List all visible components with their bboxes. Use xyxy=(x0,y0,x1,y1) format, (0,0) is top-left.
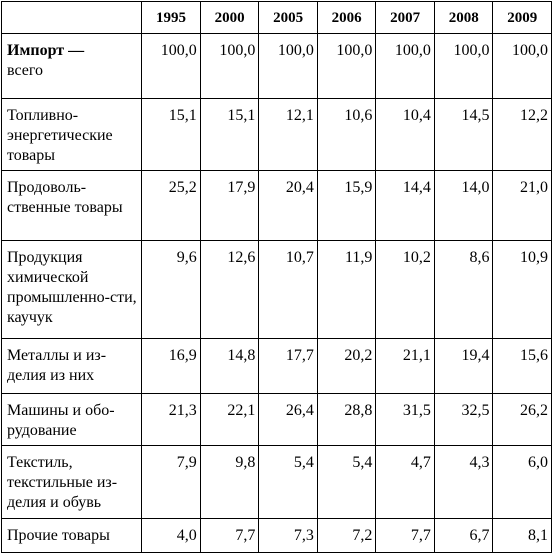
table-cell: 10,2 xyxy=(376,241,435,339)
row-label-bold: Импорт — xyxy=(7,42,85,59)
table-cell: 15,1 xyxy=(200,99,259,171)
table-cell: 100,0 xyxy=(493,34,552,99)
year-header: 1995 xyxy=(142,2,201,34)
table-cell: 14,0 xyxy=(434,171,493,241)
table-cell: 4,3 xyxy=(434,446,493,519)
table-cell: 17,9 xyxy=(200,171,259,241)
table-cell: 11,9 xyxy=(317,241,376,339)
row-label: Машины и обо-рудование xyxy=(2,394,142,446)
table-cell: 12,1 xyxy=(259,99,318,171)
table-cell: 10,4 xyxy=(376,99,435,171)
table-cell: 7,3 xyxy=(259,519,318,553)
table-cell: 20,2 xyxy=(317,339,376,394)
table-cell: 100,0 xyxy=(200,34,259,99)
row-label: Продукция химической промышленно-сти, каучук xyxy=(2,241,142,339)
year-header: 2007 xyxy=(376,2,435,34)
table-cell: 5,4 xyxy=(259,446,318,519)
table-cell: 4,0 xyxy=(142,519,201,553)
table-cell: 12,6 xyxy=(200,241,259,339)
table-cell: 20,4 xyxy=(259,171,318,241)
table-cell: 12,2 xyxy=(493,99,552,171)
table-cell: 14,4 xyxy=(376,171,435,241)
table-cell: 8,6 xyxy=(434,241,493,339)
table-cell: 17,7 xyxy=(259,339,318,394)
table-cell: 100,0 xyxy=(259,34,318,99)
row-label: Прочие товары xyxy=(2,519,142,553)
year-header: 2005 xyxy=(259,2,318,34)
table-cell: 25,2 xyxy=(142,171,201,241)
table-row xyxy=(2,241,552,339)
table-cell: 15,6 xyxy=(493,339,552,394)
table-row xyxy=(2,171,552,241)
table-cell: 21,1 xyxy=(376,339,435,394)
table-cell: 15,9 xyxy=(317,171,376,241)
row-label: Продоволь-ственные товары xyxy=(2,171,142,241)
table-cell: 28,8 xyxy=(317,394,376,446)
table-cell: 7,9 xyxy=(142,446,201,519)
table-cell: 32,5 xyxy=(434,394,493,446)
table-cell: 10,7 xyxy=(259,241,318,339)
table-row xyxy=(2,519,552,553)
table-cell: 9,6 xyxy=(142,241,201,339)
table-cell: 8,1 xyxy=(493,519,552,553)
table-cell: 14,5 xyxy=(434,99,493,171)
year-header: 2006 xyxy=(317,2,376,34)
table-cell: 100,0 xyxy=(317,34,376,99)
row-label-text: всего xyxy=(7,62,44,79)
table-cell: 100,0 xyxy=(376,34,435,99)
table-cell: 5,4 xyxy=(317,446,376,519)
table-cell: 26,4 xyxy=(259,394,318,446)
table-cell: 22,1 xyxy=(200,394,259,446)
table-cell: 100,0 xyxy=(434,34,493,99)
row-label: Топливно-энергетические товары xyxy=(2,99,142,171)
table-cell: 16,9 xyxy=(142,339,201,394)
table-cell: 21,0 xyxy=(493,171,552,241)
table-row xyxy=(2,446,552,519)
table-cell: 15,1 xyxy=(142,99,201,171)
row-label: Текстиль, текстильные из-делия и обувь xyxy=(2,446,142,519)
table-cell: 6,0 xyxy=(493,446,552,519)
table-cell: 31,5 xyxy=(376,394,435,446)
table-cell: 10,9 xyxy=(493,241,552,339)
table-cell: 10,6 xyxy=(317,99,376,171)
header-corner xyxy=(2,2,142,34)
table-cell: 9,8 xyxy=(200,446,259,519)
table-cell: 7,7 xyxy=(376,519,435,553)
year-header: 2008 xyxy=(434,2,493,34)
table-cell: 7,2 xyxy=(317,519,376,553)
table-cell: 21,3 xyxy=(142,394,201,446)
year-header: 2000 xyxy=(200,2,259,34)
table-cell: 7,7 xyxy=(200,519,259,553)
year-header: 2009 xyxy=(493,2,552,34)
row-label xyxy=(2,34,142,99)
table-row xyxy=(2,99,552,171)
table-cell: 26,2 xyxy=(493,394,552,446)
table-row xyxy=(2,339,552,394)
row-label: Металлы и из-делия из них xyxy=(2,339,142,394)
table-cell: 14,8 xyxy=(200,339,259,394)
table-row xyxy=(2,34,552,99)
table-cell: 19,4 xyxy=(434,339,493,394)
table-row xyxy=(2,394,552,446)
table-cell: 4,7 xyxy=(376,446,435,519)
table-cell: 6,7 xyxy=(434,519,493,553)
header-row xyxy=(2,2,552,34)
table-cell: 100,0 xyxy=(142,34,201,99)
import-structure-table xyxy=(1,1,552,553)
